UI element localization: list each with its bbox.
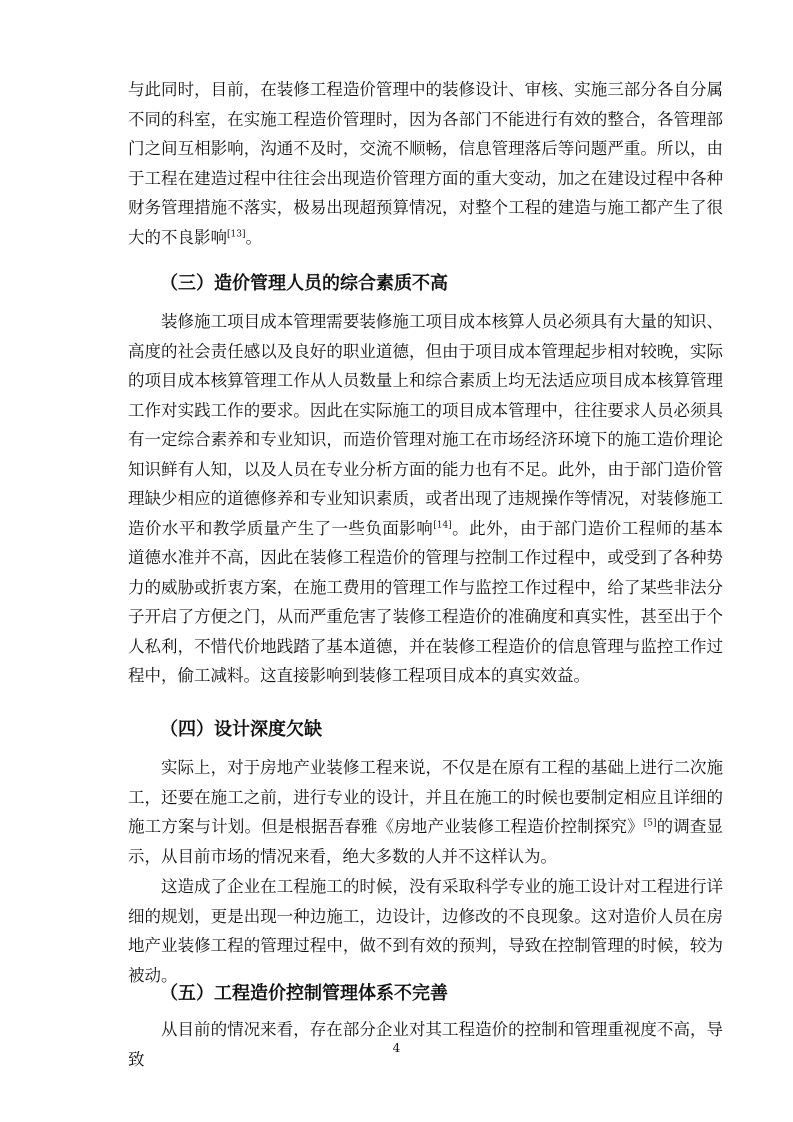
paragraph-3-text-a: 实际上，对于房地产业装修工程来说，不仅是在原有工程的基础上进行二次施工，还要在施工之前，进行专业的设计，并且在施工的时候也要制定相应且详细的施工方案与计划。但是根据吾春雅《房地产业装修工程造价控制探究》	[128, 758, 723, 836]
section-heading-3: （三）造价管理人员的综合素质不高	[160, 273, 448, 294]
paragraph-1-text: 与此同时，目前，在装修工程造价管理中的装修设计、审核、实施三部分各自分属不同的科室，在实施工程造价管理时，因为各部门不能进行有效的整合，各管理部门之间互相影响，沟通不及时，交流不顺畅，信息管理落后等问题严重。所以，由于工程在建造过程中往往会出现造价管理方面的重大变动，加之在建设过程中各种财务管理措施不落实，极易出现超预算情况，对整个工程的建造与施工都产生了很大的不良影响	[128, 80, 723, 247]
paragraph-1-end: 。	[245, 227, 262, 247]
citation-14: [14]	[433, 520, 452, 530]
page-number: 4	[392, 1041, 401, 1055]
paragraph-3-text-b: 的调查显示，从目前市场的情况来看，绝大多数的人并不这样认为。	[128, 817, 724, 866]
paragraph-1	[128, 75, 723, 252]
paragraph-3	[128, 753, 723, 871]
paragraph-2-text-b: 。此外，由于部门造价工程师的基本道德水准并不高，因此在装修工程造价的管理与控制工作过程中，或受到了各种势力的威胁或折衷方案，在施工费用的管理工作与监控工作过程中，给了某些非法分子开启了方便之门，从而严重危害了装修工程造价的准确度和真实性，甚至出于个人私利，不惜代价地践踏了基本道德，并在装修工程造价的信息管理与监控工作过程中，偷工减料。这直接影响到装修工程项目成本的真实效益。	[128, 518, 724, 685]
citation-5: [5]	[643, 818, 657, 829]
citation-13: [13]	[227, 229, 246, 239]
paragraph-5: 从目前的情况来看，存在部分企业对其工程造价的控制和管理重视度不高，导致	[128, 1020, 723, 1069]
paragraph-2	[128, 307, 723, 691]
section-heading-4: （四）设计深度欠缺	[160, 719, 322, 740]
paragraph-4: 这造成了企业在工程施工的时候，没有采取科学专业的施工设计对工程进行详细的规划，更是出现一种边施工，边设计，边修改的不良现象。这对造价人员在房地产业装修工程的管理过程中，做不到有效的预判，导致在控制管理的时候，较为被动。	[128, 877, 723, 985]
section-heading-5: （五）工程造价控制管理体系不完善	[160, 983, 448, 1004]
paragraph-2-text-a: 装修施工项目成本管理需要装修施工项目成本核算人员必须具有大量的知识、高度的社会责任感以及良好的职业道德，但由于项目成本管理起步相对较晚，实际的项目成本核算管理工作从人员数量上和综合素质上均无法适应项目成本核算管理工作对实践工作的要求。因此在实际施工的项目成本管理中，往往要求人员必须具有一定综合素养和专业知识，而造价管理对施工在市场经济环境下的施工造价理论知识鲜有人知，以及人员在专业分析方面的能力也有不足。此外，由于部门造价管理缺少相应的道德修养和专业知识素质，或者出现了违规操作等情况，对装修施工造价水平和教学质量产生了一些负面影响	[128, 312, 723, 538]
